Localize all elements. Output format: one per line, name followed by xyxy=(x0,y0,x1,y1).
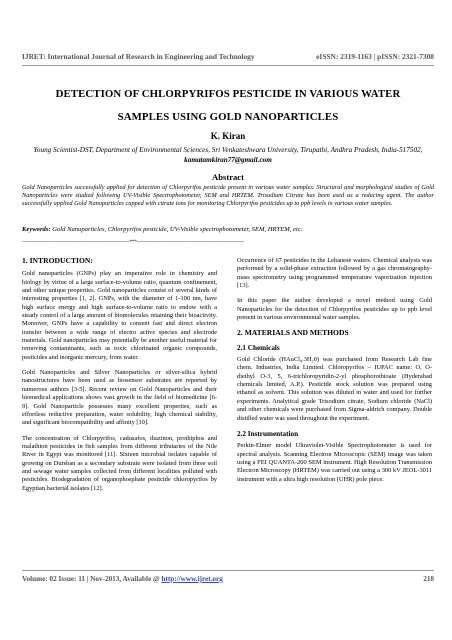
chemicals-subheading: 2.1 Chemicals xyxy=(237,343,280,352)
footer-rule xyxy=(22,570,434,571)
journal-url-link[interactable]: http://www.ijret.org xyxy=(161,575,223,583)
title-line-1: DETECTION OF CHLORPYRIFOS PESTICIDE IN VARIOUS WATER xyxy=(55,88,401,100)
intro-paragraph-4: Occurrence of 67 pesticides in the Lebanese waters. Chemical analysis was performed by a solid-phase extraction followed by a gas chromatography-mass spectrometry using programmed temperature vaporization injection [13]. xyxy=(237,257,432,290)
section-separator: ----------------------------------------------------------------------***---------------------------------------------------------------------- xyxy=(22,239,244,245)
instrumentation-subheading: 2.2 Instrumentation xyxy=(237,429,299,438)
footer-volume-info xyxy=(22,575,223,583)
intro-paragraph-3: The concentration of Chlorpyrifos, cadusafos, diazinon, prothiphos and malathion pesticides in fish samples from different tributaries of the Nile River in Egypt was monitored [11]. Sixteen microbial isolates capable of growing on Dursban as a secondary substrate were isolated from three soil and sewage water samples collected from different localities polluted with pesticides. Biodegradation of organophosphate pesticide chloropyrifos by Egyptian bacterial isolates [12]. xyxy=(22,434,217,492)
affiliation-text: Young Scientist-DST, Department of Environmental Sciences, Sri Venkateshwara University, Tirupathi, Andhra Pradesh, India-517502, xyxy=(33,146,423,154)
keywords-text: Gold Nanoparticles, Chlorpyrifos pesticide, UV-Visible spectrophotometer, SEM, HRTEM, etc. xyxy=(52,226,303,233)
author-email: kamatamkiran77@gmail.com xyxy=(184,156,272,164)
author-affiliation xyxy=(30,145,426,165)
journal-issn: eISSN: 2319-1163 | pISSN: 2321-7308 xyxy=(316,52,434,61)
keywords xyxy=(22,226,434,233)
footer-volume: Volume: 02 Issue: 11 | Nov-2013, Available @ xyxy=(22,575,160,583)
intro-paragraph-2: Gold Nanoparticles and Silver Nanoparticles or silver-silica hybrid nanostructures have been used as biosensor substrates are reported by numerous authors [3-5]. Recent review on Gold Nanoparticles and their biomedical applications shows vast growth in the field of biomedicine [6-9]. Gold Nanoparticle possesses many excellent properties, such as effortless reductive preparation, water solubility, high chemical stability, and significant biocompatibility and affinity [10]. xyxy=(22,369,217,427)
instrumentation-paragraph: Perkin-Elmer model Ultraviolet-Visible Spectrophotometer is used for spectral analysis. Scanning Electron Microscopic (SEM) image was taken using a FEI QUANTA-200 SEM instrument. High Resolution Transmission Electron Microscopy (HRTEM) was carried out using a 300 kV JEOL-3011 instrument with a ultra high resolution (UHR) pole piece. xyxy=(237,442,432,483)
intro-paragraph-5: In this paper the author developed a novel method using Gold Nanoparticles for the detection of Chlorpyrifos pesticides up to ppb level present in various environmental water samples. xyxy=(237,297,432,322)
page-footer xyxy=(22,575,434,583)
chemicals-paragraph: Gold Chloride (HAuCl₄.3H₂0) was purchased from Research Lab fine chem. Industries, India Limited. Chloropyrifos – IUPAC name: O, O-diethyl O-3, 5, 6-trichloropyridin-2-yl phosphorothioate (Hyderabad chemicals limited, A.P.). Pesticide stock solution was prepared using ethanol as solvent. This solution was diluted in water and used for further experiments. Analytical grade Trisodium citrate, Sodium chloride (NaCl) and other chemicals were purchased from Sigma-aldrich company. Double distilled water was used throughout the experiment. xyxy=(237,356,432,422)
title-line-2: SAMPLES USING GOLD NANOPARTICLES xyxy=(117,111,339,123)
right-column xyxy=(237,257,432,491)
keywords-label: Keywords: xyxy=(22,226,51,233)
left-column xyxy=(22,257,217,500)
intro-paragraph-1: Gold nanoparticles (GNPs) play an imperative role in chemistry and biology by virtue of a large surface-to-volume ratio, quantum confinement, and other unique properties. Gold nanoparticles consist of several kinds of interesting properties [1, 2]. GNPs, with the diameter of 1-100 nm, have high surface energy and high surface-to-volume ratio to endow with a steady control of a large amount of biomolecules retaining their bioactivity. Moreover, GNPs have a capability to consent fast and direct electron transfer between a wide range of electro active species and electrode materials. Gold nanoparticles may potentially be another useful material for removing contaminants, such as toxic chlorinated organic compounds, pesticides and inorganic mercury, from water. xyxy=(22,270,217,361)
journal-header xyxy=(22,52,434,61)
abstract-heading: Abstract xyxy=(212,172,244,182)
intro-heading: 1. INTRODUCTION: xyxy=(22,256,93,265)
abstract-text: Gold Nanoparticles successfully applied for detection of Chlorpyrifos pesticide present in various water samples. Structural and morphological studies of Gold Nanoparticles were studied following UV-Visible Spectrophotometer, SEM and HRTEM. Trisodium Citrate has been used as a reducing agent. The author successfully applied Gold Nanoparticles capped with citrate ions for monitoring Chlorpyrifos pesticides up to ppb levels in various water samples. xyxy=(22,184,434,208)
page-number: 218 xyxy=(423,575,434,583)
methods-heading: 2. MATERIALS AND METHODS xyxy=(237,328,349,338)
header-rule xyxy=(22,65,434,66)
journal-name: IJRET: International Journal of Research in Engineering and Technology xyxy=(22,52,255,61)
author-name: K. Kiran xyxy=(210,131,246,141)
paper-title xyxy=(22,83,434,129)
